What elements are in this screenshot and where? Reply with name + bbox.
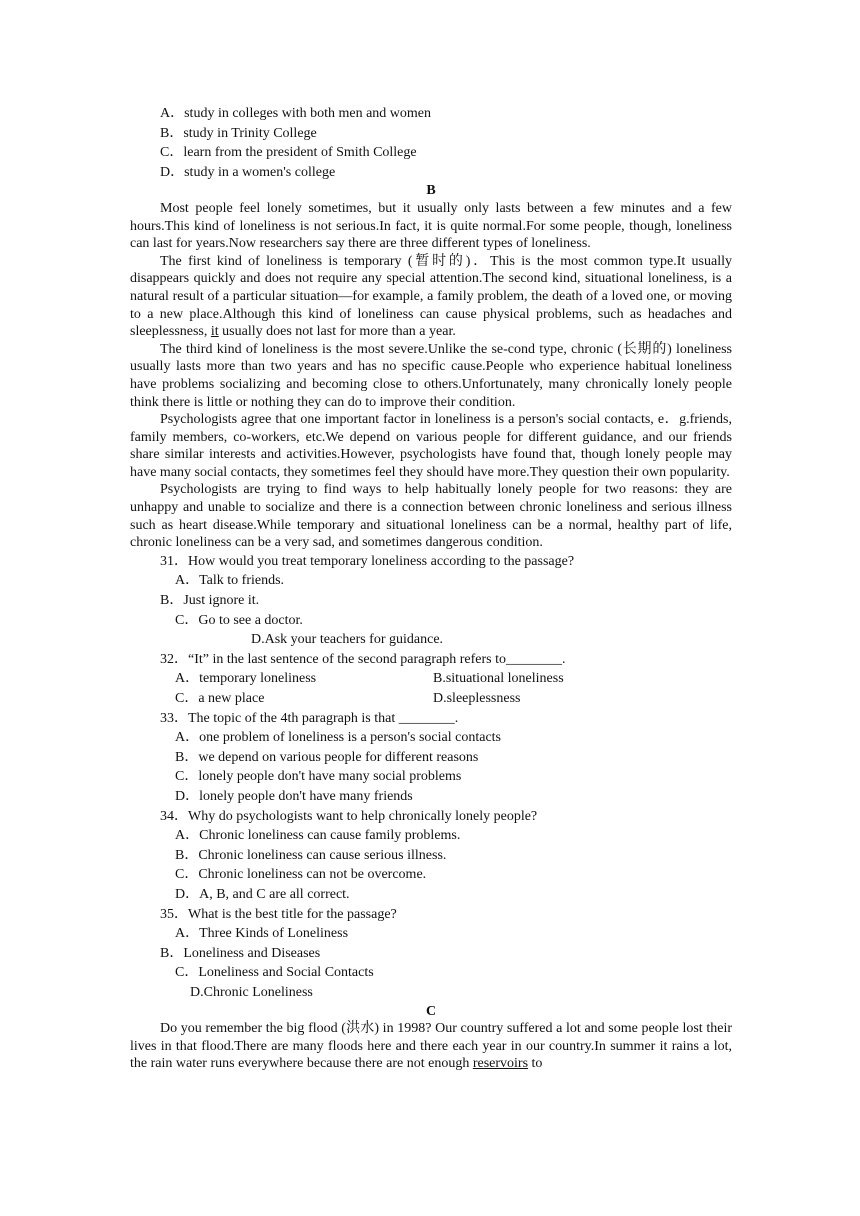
section-c [130,1003,732,1073]
option-c: C．learn from the president of Smith College [160,145,417,161]
option-d: D.Chronic Loneliness [190,984,313,1000]
paragraph-1: Most people feel lonely sometimes, but it usually only lasts between a few minutes and a few hours.This kind of loneliness is not serious.In fact, it is quite normal.For some people, though, loneliness can last for years.Now researchers say there are three different types of loneliness. [130,200,732,252]
option-c: C．Go to see a doctor. [175,612,303,628]
question-33 [130,709,732,807]
paragraph-2-text-a: The first kind of loneliness is temporary (暂时的)．This is the most common type.It usually disappears quickly and does not require any special attention.The second kind, situational loneliness, is a natural result of a particular situation—for example, a family problem, the death of a loved one, or moving to a new place.Although this kind of loneliness can cause physical problems, such as headaches and sleeplessness, [130,253,732,340]
question-stem: 32．“It” in the last sentence of the second paragraph refers to________. [160,651,566,667]
question-31 [130,552,732,650]
option-a: A．Three Kinds of Loneliness [175,926,349,942]
option-c: C．Loneliness and Social Contacts [175,965,374,981]
question-34 [130,807,732,905]
paragraph-1 [130,1020,732,1073]
paragraph-1-text-a: Do you remember the big flood (洪水) in 1998? Our country suffered a lot and some people lost their lives in that flood.There are many floods here and there each year in our country.In summer it rains a lot, the rain water runs everywhere because there are not enough [130,1021,732,1072]
option-b: B．we depend on various people for different reasons [175,749,479,765]
section-b [130,182,732,551]
question-stem: 31．How would you treat temporary loneliness according to the passage? [160,553,575,569]
section-heading: C [425,1003,437,1019]
question-stem: 34．Why do psychologists want to help chronically lonely people? [160,808,538,824]
question-stem: 33．The topic of the 4th paragraph is that ________. [160,710,459,726]
question-35 [130,905,732,1003]
option-a: A．one problem of loneliness is a person's social contacts [175,730,502,746]
paragraph-2-text-b: usually does not last for more than a year. [218,324,456,340]
option-c: C．Chronic loneliness can not be overcome. [175,867,427,883]
option-c: C．lonely people don't have many social problems [175,769,462,785]
question-32 [130,650,732,709]
option-d: D.Ask your teachers for guidance. [251,632,444,648]
option-b: B．study in Trinity College [160,125,317,141]
options-row-1 [130,669,732,689]
paragraph-3: The third kind of loneliness is the most severe.Unlike the se-cond type, chronic (长期的) loneliness usually lasts more than two years and has no specific cause.People who experience habitual loneliness have problems socializing and becoming close to others.Unfortunately, many chronically lonely people think there is little or nothing they can do to improve their condition. [130,341,732,410]
options-row-2 [130,689,732,709]
option-b: B．Chronic loneliness can cause serious illness. [175,847,447,863]
paragraph-1-text-b: to [528,1056,543,1072]
paragraph-2 [130,253,732,341]
option-d: D.sleeplessness [433,691,521,706]
option-a: A．Talk to friends. [175,573,285,589]
option-b: B．Loneliness and Diseases [160,945,321,961]
underlined-word-it: it [210,324,219,340]
paragraph-4: Psychologists agree that one important factor in loneliness is a person's social contacts, e．g.friends, family members, co-workers, etc.We depend on various people for different guidance, and our friends share similar interests and activities.However, psychologists have found that, though lonely people may have many social contacts, they sometimes feel they should have more.They question their own popularity. [130,412,732,480]
question-stem: 35．What is the best title for the passage? [160,906,397,922]
option-d: D．study in a women's college [160,164,336,180]
option-d: D．A, B, and C are all correct. [175,886,350,902]
option-a: A．study in colleges with both men and women [160,106,432,121]
document-page [130,104,732,1073]
section-heading: B [426,183,436,199]
option-b: B.situational loneliness [433,671,564,687]
underlined-word-reservoirs: reservoirs [472,1056,529,1072]
option-b: B．Just ignore it. [160,593,260,609]
option-d: D．lonely people don't have many friends [175,788,413,804]
paragraph-5: Psychologists are trying to find ways to help habitually lonely people for two reasons: they are unhappy and unable to socialize and there is a connection between chronic loneliness and serious illness such as heart disease.While temporary and situational loneliness can be a normal, healthy part of life, chronic loneliness can be a very sad, and sometimes dangerous condition. [130,482,732,551]
option-c: C．a new place [175,691,265,706]
option-a: A．temporary loneliness [175,671,317,687]
previous-question-options [130,104,732,182]
option-a: A．Chronic loneliness can cause family problems. [175,828,461,844]
